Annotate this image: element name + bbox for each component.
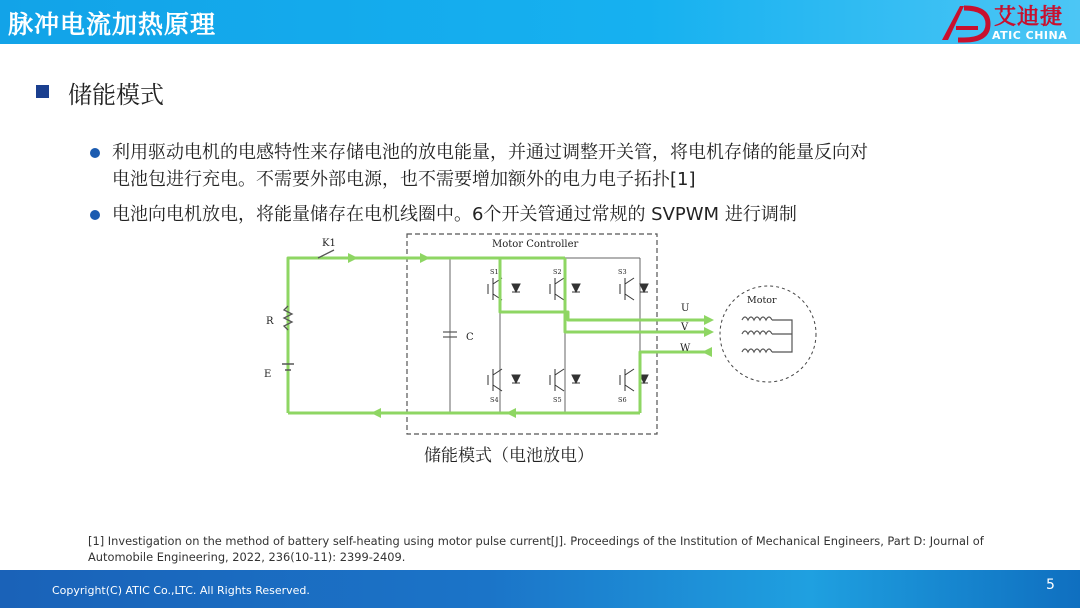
reference-note — [88, 533, 1038, 565]
company-logo — [938, 2, 1080, 44]
footer-bar — [0, 570, 1080, 608]
circuit-diagram-svg — [250, 226, 830, 441]
bullet-text — [112, 139, 868, 193]
phase-w-label: W — [680, 343, 691, 354]
circuit-diagram — [250, 226, 830, 445]
battery-label: E — [264, 369, 272, 380]
section-title: 储能模式 — [68, 81, 164, 109]
bullet-text: 电池向电机放电，将能量储存在电机线圈中。6个开关管通过常规的 SVPWM 进行调制 — [112, 204, 797, 225]
logo-english-text: ATIC CHINA — [992, 29, 1068, 42]
switch-s4 — [488, 369, 520, 391]
atic-logo-icon — [938, 2, 992, 44]
motor-label: Motor — [747, 295, 777, 306]
reference-line: Automobile Engineering, 2022, 236(10-11): 2399-2409. — [88, 550, 406, 564]
header-bar — [0, 0, 1080, 44]
motor-coils — [742, 317, 792, 352]
controller-box — [407, 234, 657, 434]
switch-s3 — [620, 278, 648, 300]
page-title: 脉冲电流加热原理 — [8, 10, 217, 39]
switch-s6 — [620, 369, 648, 391]
current-path — [288, 258, 710, 413]
resistor-label: R — [266, 316, 274, 327]
bullet-dot-icon — [90, 210, 100, 220]
phase-v-label: V — [681, 322, 689, 333]
page-number: 5 — [1046, 577, 1055, 593]
diagram-caption: 储能模式（电池放电） — [424, 446, 594, 466]
switch-label: S3 — [618, 268, 627, 276]
capacitor-label: C — [466, 332, 474, 343]
controller-label: Motor Controller — [492, 239, 579, 250]
copyright-text: Copyright(C) ATIC Co.,LTC. All Rights Reserved. — [52, 584, 310, 597]
switch-label: S5 — [553, 396, 562, 404]
bullet-line: 电池包进行充电。不需要外部电源，也不需要增加额外的电力电子拓扑[1] — [112, 169, 696, 190]
switch-s1 — [488, 278, 520, 300]
logo-chinese-text: 艾迪捷 — [994, 5, 1064, 30]
k1-label: K1 — [322, 238, 336, 249]
bullet-line: 利用驱动电机的电感特性来存储电池的放电能量，并通过调整开关管，将电机存储的能量反向对 — [112, 142, 868, 163]
switch-label: S2 — [553, 268, 562, 276]
reference-line: [1] Investigation on the method of battery self-heating using motor pulse current[J]. Proceedings of the Institution of Mechanical Engineers, Part D: Journal of — [88, 534, 984, 548]
phase-u-label: U — [681, 303, 690, 314]
bullet-dot-icon — [90, 148, 100, 158]
current-arrows — [348, 253, 714, 418]
switch-label: S6 — [618, 396, 627, 404]
switch-label: S1 — [490, 268, 499, 276]
switch-label: S4 — [490, 396, 499, 404]
square-bullet-icon — [36, 85, 49, 98]
